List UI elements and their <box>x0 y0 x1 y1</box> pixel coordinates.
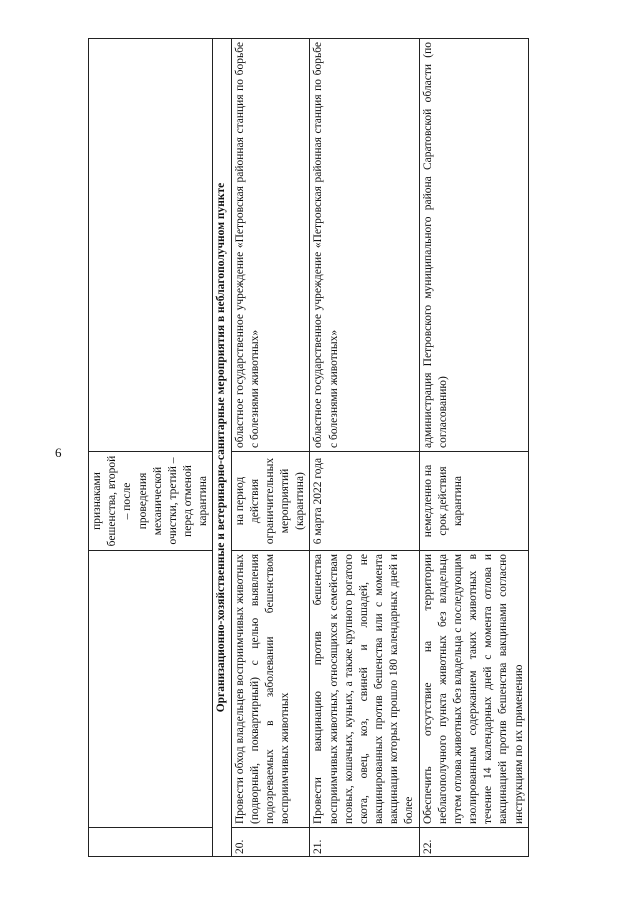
term-cell: признаками бешенства, второй – после проведения механической очистки, третий – перед отменой карантина <box>89 452 213 551</box>
term-text: немедленно на срок действия карантина <box>419 452 528 551</box>
row-number: 21. <box>310 828 419 857</box>
responsible-text: областное государственное учреждение «Петровская районная станция по борьбе с болезнями животных» <box>310 39 419 452</box>
table-row <box>231 39 310 857</box>
row-number: 20. <box>231 828 310 857</box>
page-number: 6 <box>55 445 62 460</box>
row-number: 22. <box>419 828 528 857</box>
action-text: Провести вакцинацию против бешенства восприимчивых животных, относящихся к семействам псовых, кошачьих, куньих, а также крупного рогатого скота, овец, коз, свиней и лошадей, не вакцинированных против бешенства или с момента вакцинации которых прошло 180 календарных дней и более <box>310 551 419 828</box>
measures-table-container <box>88 42 525 857</box>
action-text: Провести обход владельцев восприимчивых животных (подворный, поквартирный) с целью выявления подозреваемых в заболевании бешенством восприимчивых животных <box>231 551 310 828</box>
responsible-text: областное государственное учреждение «Петровская районная станция по борьбе с болезнями животных» <box>231 39 310 452</box>
term-text: на период действия ограничительных мероприятий (карантина) <box>231 452 310 551</box>
action-cell <box>89 551 213 828</box>
num-cell <box>89 828 213 857</box>
action-text: Обеспечить отсутствие на территории неблагополучного пункта животных без владельца путем отлова животных без владельца с последующим изолированным содержанием таких животных в течение 14 календарных дней с момента отлова и вакцинацией против бешенства вакцинами согласно инструкциям по их применению <box>419 551 528 828</box>
table-row <box>419 39 528 857</box>
section-row <box>213 39 231 857</box>
term-text: 6 марта 2022 года <box>310 452 419 551</box>
responsible-cell <box>89 39 213 452</box>
responsible-text: администрация Петровского муниципального района Саратовской области (по согласованию) <box>419 39 528 452</box>
section-title: Организационно-хозяйственные и ветеринарно-санитарные мероприятия в неблагополучном пункте <box>213 39 231 857</box>
table-row <box>89 39 213 857</box>
measures-table <box>88 38 529 857</box>
table-row <box>310 39 419 857</box>
